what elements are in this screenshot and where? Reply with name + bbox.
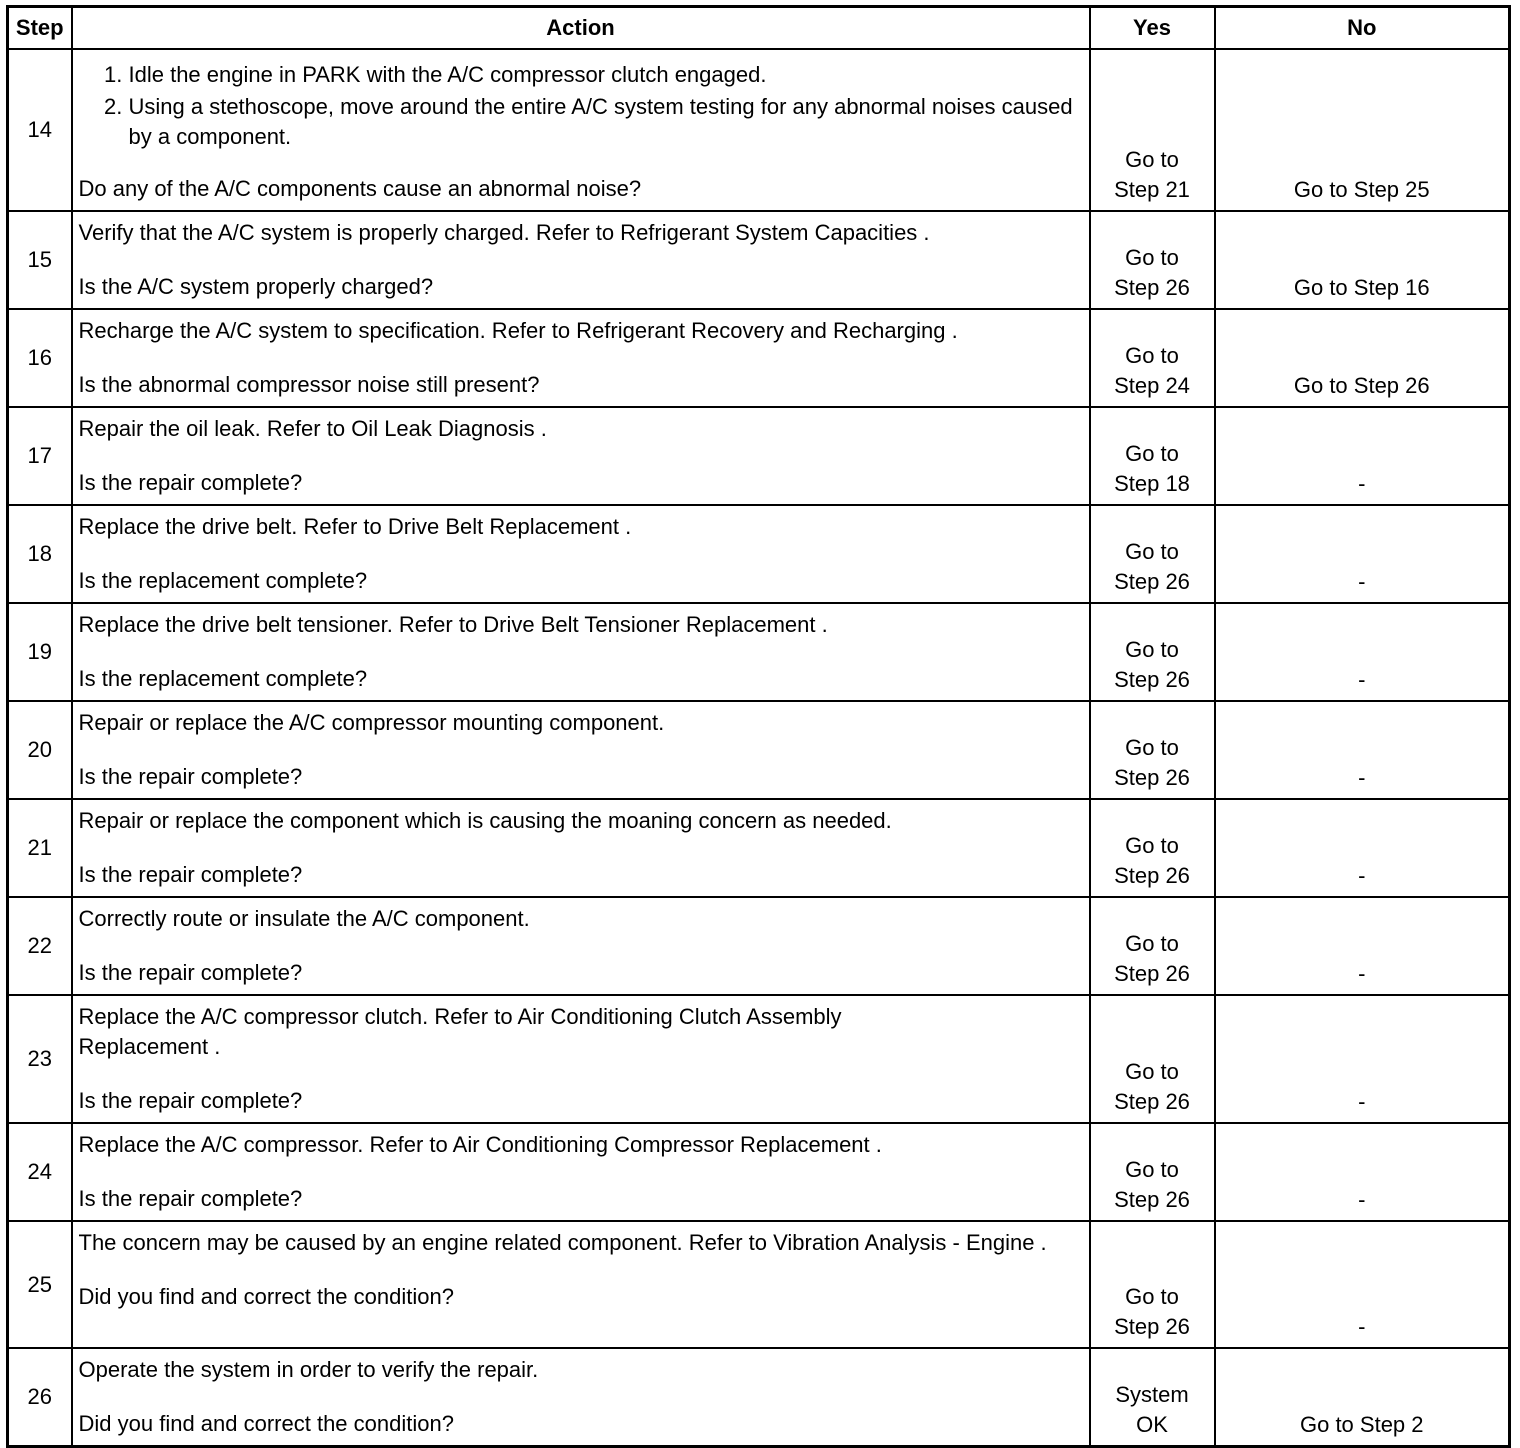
action-statement: Correctly route or insulate the A/C component. [78,906,530,931]
yes-line2: Step 26 [1114,961,1190,986]
action-statement: Operate the system in order to verify the repair. [78,1357,539,1382]
action-statement: Verify that the A/C system is properly charged. Refer to Refrigerant System Capacities . [78,220,930,245]
diagnostic-table-container [6,5,1511,1448]
yes-cell [1090,701,1215,799]
no-cell: Go to Step 26 [1215,309,1510,407]
yes-line2: Step 26 [1114,275,1190,300]
yes-cell [1090,211,1215,309]
action-question: Is the repair complete? [78,764,303,789]
action-question: Is the replacement complete? [78,568,368,593]
no-cell: - [1215,897,1510,995]
yes-cell [1090,897,1215,995]
table-row [8,407,1510,505]
action-question: Is the replacement complete? [78,666,368,691]
header-step: Step [8,7,72,50]
action-statement: Replace the A/C compressor. Refer to Air Conditioning Compressor Replacement . [78,1132,882,1157]
action-cell [72,49,1090,211]
header-action: Action [72,7,1090,50]
table-row [8,309,1510,407]
yes-cell [1090,1348,1215,1447]
no-cell: - [1215,701,1510,799]
action-statement: Recharge the A/C system to specification. Refer to Refrigerant Recovery and Recharging . [78,318,958,343]
table-row [8,49,1510,211]
no-cell: - [1215,505,1510,603]
no-cell: - [1215,995,1510,1123]
table-row [8,995,1510,1123]
action-cell [72,799,1090,897]
header-row [8,7,1510,50]
yes-line1: Go to [1125,343,1179,368]
action-statement: Replace the A/C compressor clutch. Refer to Air Conditioning Clutch Assembly Replacement . [78,1004,842,1059]
step-number: 17 [8,407,72,505]
action-question: Is the repair complete? [78,862,303,887]
action-statement: Repair or replace the component which is causing the moaning concern as needed. [78,808,892,833]
action-statement: Replace the drive belt. Refer to Drive Belt Replacement . [78,514,632,539]
action-statement: Repair the oil leak. Refer to Oil Leak Diagnosis . [78,416,547,441]
list-item: 2. Using a stethoscope, move around the entire A/C system testing for any abnormal noises caused by a component. [129,92,1081,152]
step-number: 23 [8,995,72,1123]
step-number: 15 [8,211,72,309]
no-cell: - [1215,1221,1510,1348]
yes-line2: Step 26 [1114,1314,1190,1339]
yes-line1: Go to [1125,735,1179,760]
no-cell: - [1215,1123,1510,1221]
yes-line2: Step 18 [1114,471,1190,496]
no-cell: Go to Step 16 [1215,211,1510,309]
step-number: 18 [8,505,72,603]
yes-cell [1090,799,1215,897]
yes-line2: Step 26 [1114,765,1190,790]
yes-line2: Step 26 [1114,863,1190,888]
yes-line1: System [1115,1382,1189,1407]
action-statement: The concern may be caused by an engine related component. Refer to Vibration Analysis - Engine . [78,1230,1047,1255]
no-cell: - [1215,407,1510,505]
action-question: Did you find and correct the condition? [78,1284,454,1309]
no-cell: - [1215,603,1510,701]
yes-cell [1090,1221,1215,1348]
action-cell [72,1221,1090,1348]
step-number: 22 [8,897,72,995]
yes-line2: OK [1136,1412,1168,1437]
yes-line2: Step 26 [1114,569,1190,594]
list-item: 1. Idle the engine in PARK with the A/C compressor clutch engaged. [129,60,1081,90]
table-row [8,897,1510,995]
yes-cell [1090,603,1215,701]
action-question: Is the A/C system properly charged? [78,274,434,299]
step-number: 19 [8,603,72,701]
step-number: 25 [8,1221,72,1348]
action-cell [72,1123,1090,1221]
yes-line1: Go to [1125,931,1179,956]
action-steps-list [79,60,1081,152]
yes-line1: Go to [1125,147,1179,172]
yes-line1: Go to [1125,539,1179,564]
step-number: 21 [8,799,72,897]
step-number: 14 [8,49,72,211]
table-row [8,505,1510,603]
yes-cell [1090,1123,1215,1221]
step-number: 26 [8,1348,72,1447]
yes-cell [1090,309,1215,407]
no-cell: - [1215,799,1510,897]
table-row [8,1221,1510,1348]
yes-line2: Step 26 [1114,667,1190,692]
yes-line2: Step 24 [1114,373,1190,398]
yes-cell [1090,995,1215,1123]
yes-cell [1090,49,1215,211]
action-question: Do any of the A/C components cause an abnormal noise? [78,176,642,201]
action-statement: Repair or replace the A/C compressor mounting component. [78,710,665,735]
table-row [8,1348,1510,1447]
yes-line2: Step 21 [1114,177,1190,202]
no-cell: Go to Step 2 [1215,1348,1510,1447]
yes-line1: Go to [1125,245,1179,270]
step-number: 24 [8,1123,72,1221]
action-cell [72,211,1090,309]
action-cell [72,505,1090,603]
action-question: Did you find and correct the condition? [78,1411,454,1436]
action-cell [72,897,1090,995]
table-row [8,799,1510,897]
action-question: Is the abnormal compressor noise still present? [78,372,540,397]
table-row [8,701,1510,799]
action-question: Is the repair complete? [78,470,303,495]
no-cell: Go to Step 25 [1215,49,1510,211]
table-row [8,1123,1510,1221]
yes-line2: Step 26 [1114,1187,1190,1212]
action-cell [72,1348,1090,1447]
yes-line2: Step 26 [1114,1089,1190,1114]
action-question: Is the repair complete? [78,1088,303,1113]
action-cell [72,701,1090,799]
action-cell [72,603,1090,701]
yes-line1: Go to [1125,637,1179,662]
action-cell [72,995,1090,1123]
action-statement: Replace the drive belt tensioner. Refer to Drive Belt Tensioner Replacement . [78,612,828,637]
table-row [8,603,1510,701]
action-question: Is the repair complete? [78,960,303,985]
step-number: 16 [8,309,72,407]
yes-line1: Go to [1125,1059,1179,1084]
step-number: 20 [8,701,72,799]
diagnostic-table [6,5,1511,1448]
action-cell [72,407,1090,505]
action-question: Is the repair complete? [78,1186,303,1211]
yes-line1: Go to [1125,1284,1179,1309]
action-cell [72,309,1090,407]
yes-line1: Go to [1125,441,1179,466]
header-no: No [1215,7,1510,50]
header-yes: Yes [1090,7,1215,50]
yes-line1: Go to [1125,833,1179,858]
yes-line1: Go to [1125,1157,1179,1182]
yes-cell [1090,407,1215,505]
yes-cell [1090,505,1215,603]
table-row [8,211,1510,309]
